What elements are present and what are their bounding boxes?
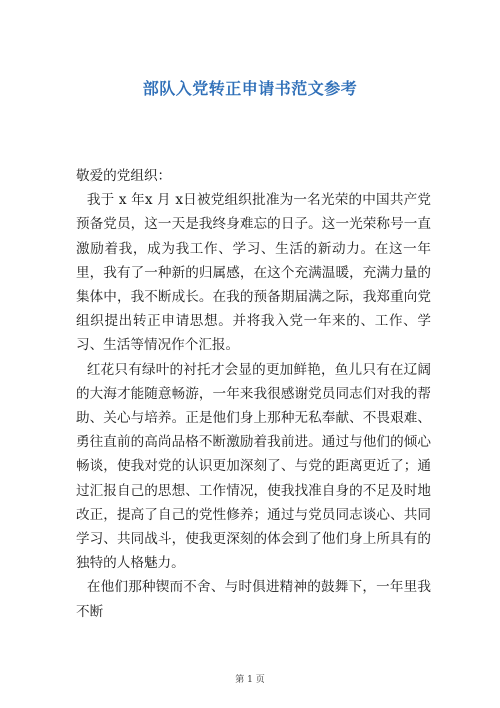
page-number: 第 1 页 bbox=[235, 675, 265, 685]
paragraph-1: 我于 x 年x 月 x日被党组织批准为一名光荣的中国共产党预备党员，这一天是我终身难忘的日子。这一光荣称号一直激励着我，成为我工作、学习、生活的新动力。在这一年里，我有了一种新的归属感，在这个充满温暖，充满力量的集体中，我不断成长。在我的预备期届满之际，我郑重向党组织提出转正申请思想。并将我入党一年来的、工作、学习、生活等情况作个汇报。 bbox=[76, 192, 431, 354]
document-body bbox=[76, 164, 431, 624]
paragraph-2: 红花只有绿叶的衬托才会显的更加鲜艳，鱼儿只有在辽阔的大海才能随意畅游，一年来我很感谢党员同志们对我的帮助、关心与培养。正是他们身上那种无私奉献、不畏艰难、勇往直前的高尚品格不断激励着我前进。通过与他们的倾心畅谈，使我对党的认识更加深刻了、与党的距离更近了；通过汇报自己的思想、工作情况，使我找准自身的不足及时地改正，提高了自己的党性修养；通过与党员同志谈心、共同学习、共同战斗，使我更深刻的体会到了他们身上所具有的独特的人格魅力。 bbox=[76, 361, 431, 572]
document-title: 部队入党转正申请书范文参考 bbox=[142, 79, 358, 98]
paragraph-3: 在他们那种锲而不舍、与时俱进精神的鼓舞下，一年里我不断 bbox=[76, 579, 431, 620]
salutation: 敬爱的党组织： bbox=[76, 168, 172, 184]
